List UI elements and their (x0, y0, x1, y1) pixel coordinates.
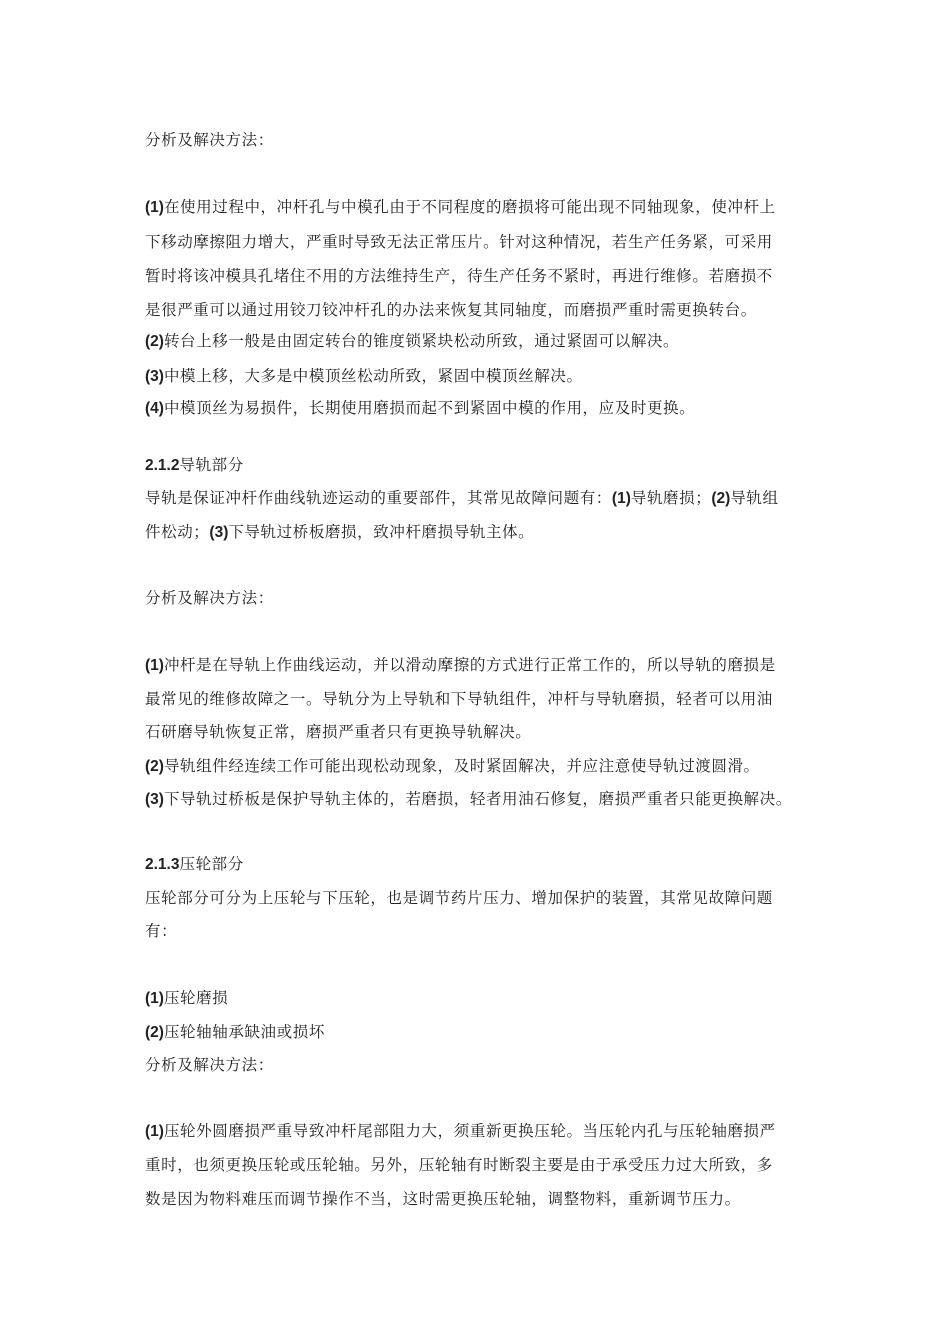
paragraph-text: 导轨组件经连续工作可能出现松动现象，及时紧固解决，并应注意使导轨过渡圆滑。 (163, 757, 760, 775)
list-number: (1) (145, 657, 164, 674)
list-number: (2) (145, 333, 164, 350)
section-number: 2.1.2 (145, 457, 180, 474)
list-number: (3) (145, 368, 164, 385)
paragraph-line: 压轮部分可分为上压轮与下压轮，也是调节药片压力、增加保护的装置，其常见故障问题 (145, 889, 773, 907)
paragraph-text: 导轨是保证冲杆作曲线轨迹运动的重要部件，其常见故障问题有： (145, 489, 612, 507)
list-number: (3) (145, 791, 164, 808)
paragraph-text: 件松动； (145, 523, 210, 541)
paragraph-text: 压轮外圆磨损严重导致冲杆尾部阻力大，须重新更换压轮。当压轮内孔与压轮轴磨损严 (163, 1122, 776, 1140)
section-title: 导轨部分 (179, 456, 244, 474)
list-number: (4) (145, 400, 164, 417)
paragraph-line (145, 331, 810, 352)
method-heading: 分析及解决方法： (145, 131, 274, 149)
paragraph-line: 下移动摩擦阻力增大，严重时导致无法正常压片。针对这种情况，若生产任务紧，可采用 (145, 233, 773, 251)
paragraph-line (145, 366, 810, 387)
paragraph-line: 重时，也须更换压轮或压轮轴。另外，压轮轴有时断裂主要是由于承受压力过大所致，多 (145, 1156, 773, 1174)
paragraph-text: 转台上移一般是由固定转台的锥度锁紧块松动所致，通过紧固可以解决。 (163, 332, 680, 350)
paragraph-line: 数是因为物料难压而调节操作不当，这时需更换压轮轴，调整物料，重新调节压力。 (145, 1190, 741, 1208)
paragraph-text: 下导轨过桥板磨损，致冲杆磨损导轨主体。 (228, 523, 535, 541)
paragraph-line (145, 522, 810, 543)
paragraph-line (145, 1121, 810, 1142)
paragraph-text: 导轨磨损； (630, 489, 712, 507)
paragraph-text: 中模顶丝为易损件，长期使用磨损而起不到紧固中模的作用，应及时更换。 (163, 399, 696, 417)
paragraph-text: 导轨组 (730, 489, 779, 507)
paragraph-text: 在使用过程中，冲杆孔与中模孔由于不同程度的磨损将可能出现不同轴现象，使冲杆上 (163, 198, 776, 216)
list-number: (1) (145, 199, 164, 216)
section-heading (145, 455, 810, 476)
list-number: (2) (145, 1024, 164, 1041)
paragraph-line (145, 398, 810, 419)
list-number: (2) (711, 490, 731, 507)
section-title: 压轮部分 (179, 855, 244, 873)
paragraph-line: 有： (145, 922, 178, 940)
list-number: (1) (145, 990, 164, 1007)
list-number: (1) (611, 490, 631, 507)
paragraph-line: 最常见的维修故障之一。导轨分为上导轨和下导轨组件，冲杆与导轨磨损，轻者可以用油 (145, 690, 773, 708)
paragraph-text: 下导轨过桥板是保护导轨主体的，若磨损，轻者用油石修复，磨损严重者只能更换解决。 (163, 790, 792, 808)
list-number: (3) (209, 524, 229, 541)
list-item-text: 压轮磨损 (163, 989, 229, 1007)
paragraph-line (145, 655, 810, 676)
paragraph-line: 暂时将该冲模具孔堵住不用的方法维持生产，待生产任务不紧时，再进行维修。若磨损不 (145, 267, 773, 285)
paragraph-line: 石研磨导轨恢复正常，磨损严重者只有更换导轨解决。 (145, 723, 532, 741)
paragraph-line (145, 488, 810, 509)
list-number: (2) (145, 758, 164, 775)
section-number: 2.1.3 (145, 856, 180, 873)
list-item (145, 1022, 810, 1043)
paragraph-line (145, 756, 810, 777)
method-heading: 分析及解决方法： (145, 589, 274, 607)
paragraph-line: 是很严重可以通过用铰刀铰冲杆孔的办法来恢复其同轴度，而磨损严重时需更换转台。 (145, 301, 757, 319)
list-number: (1) (145, 1123, 164, 1140)
section-heading (145, 854, 810, 875)
list-item (145, 988, 810, 1009)
paragraph-text: 冲杆是在导轨上作曲线运动，并以滑动摩擦的方式进行正常工作的，所以导轨的磨损是 (163, 656, 776, 674)
paragraph-text: 中模上移，大多是中模顶丝松动所致，紧固中模顶丝解决。 (163, 367, 583, 385)
paragraph-line (145, 789, 810, 810)
method-heading: 分析及解决方法： (145, 1056, 274, 1074)
paragraph-line (145, 197, 810, 218)
list-item-text: 压轮轴轴承缺油或损坏 (163, 1023, 325, 1041)
